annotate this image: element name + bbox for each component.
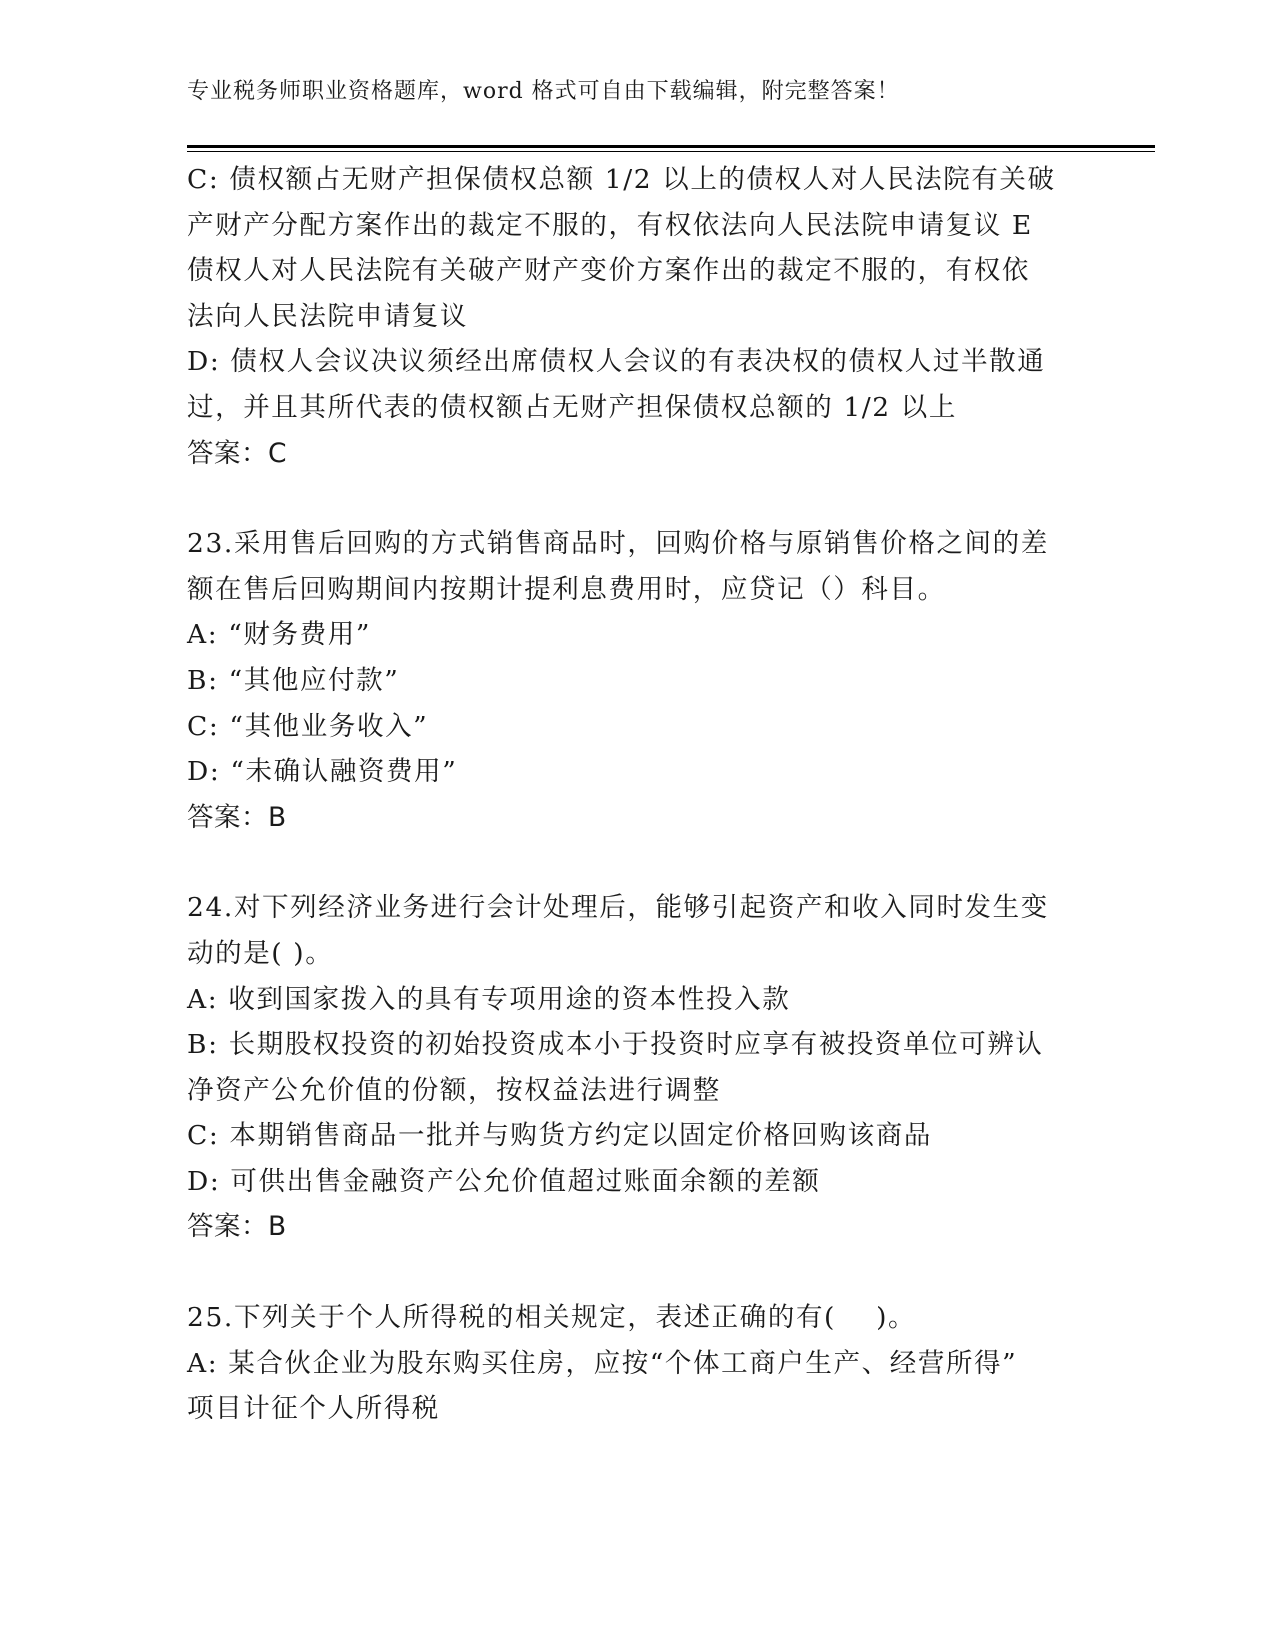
answer-line: 答案：C [187,437,288,469]
question-line: 额在售后回购期间内按期计提利息费用时，应贷记（）科目。 [187,573,946,605]
option-line: 法向人民法院申请复议 [187,300,468,332]
question-23 [187,521,1087,840]
option-line: 产财产分配方案作出的裁定不服的，有权依法向人民法院申请复议 E [187,209,1033,241]
option-line: 债权人对人民法院有关破产财产变价方案作出的裁定不服的，有权依 [187,255,1030,287]
question-line: 24.对下列经济业务进行会计处理后，能够引起资产和收入同时发生变 [187,892,1049,924]
option-line: A: 某合伙企业为股东购买住房，应按“个体工商户生产、经营所得” [187,1347,1018,1379]
option-line: B: 长期股权投资的初始投资成本小于投资时应享有被投资单位可辨认 [187,1029,1044,1061]
option-line: D: “未确认融资费用” [187,756,458,788]
option-line: C: 债权额占无财产担保债权总额 1/2 以上的债权人对人民法院有关破 [187,164,1056,195]
question-22 [187,157,1087,476]
question-line: 25.下列关于个人所得税的相关规定，表述正确的有( )。 [187,1302,917,1334]
page-header: 专业税务师职业资格题库，word 格式可自由下载编辑，附完整答案！ [187,79,900,104]
header-rule-thick [187,145,1155,148]
answer-line: 答案：B [187,1211,287,1243]
question-line: 动的是( )。 [187,937,334,969]
question-24 [187,885,1087,1250]
option-line: D: 债权人会议决议须经出席债权人会议的有表决权的债权人过半散通 [187,346,1046,378]
option-line: 净资产公允价值的份额，按权益法进行调整 [187,1074,721,1106]
question-line: 23.采用售后回购的方式销售商品时，回购价格与原销售价格之间的差 [187,528,1049,560]
option-line: 过，并且其所代表的债权额占无财产担保债权总额的 1/2 以上 [187,391,957,423]
option-line: 项目计征个人所得税 [187,1393,440,1425]
option-line: C: 本期销售商品一批并与购货方约定以固定价格回购该商品 [187,1120,932,1152]
header-rule [187,145,1155,152]
answer-line: 答案：B [187,801,287,833]
spacer [187,840,1087,885]
header-rule-thin [187,151,1155,152]
option-line: D: 可供出售金融资产公允价值超过账面余额的差额 [187,1165,821,1197]
spacer [187,476,1087,521]
question-25 [187,1295,1087,1432]
spacer [187,1250,1087,1295]
option-line: B: “其他应付款” [187,664,400,696]
option-line: A: “财务费用” [187,619,371,651]
option-line: A: 收到国家拨入的具有专项用途的资本性投入款 [187,983,791,1015]
document-body [187,157,1087,1432]
option-line: C: “其他业务收入” [187,710,429,742]
